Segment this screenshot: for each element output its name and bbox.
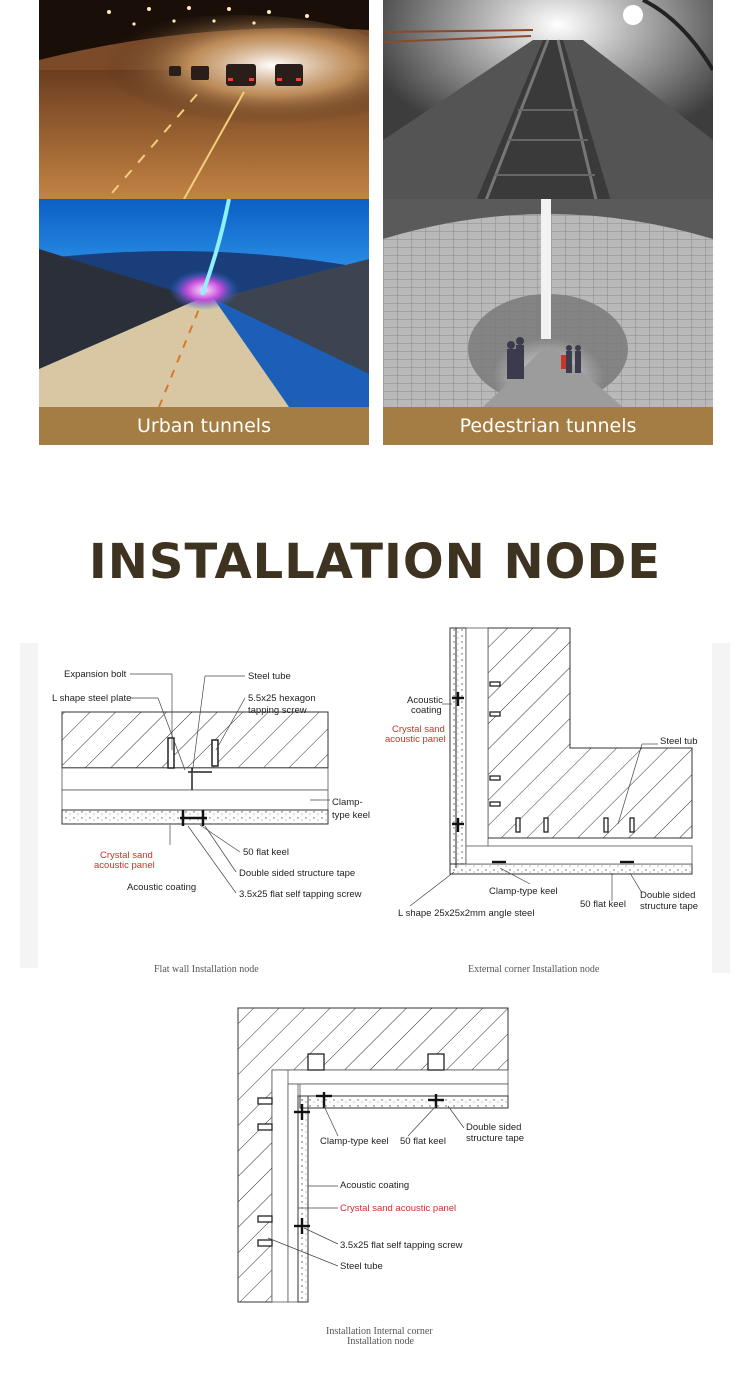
label-tape-line2: structure tape [466,1133,525,1144]
flat-wall-caption: Flat wall Installation node [154,964,259,975]
label-crystal-sand-line2: acoustic panel [385,734,446,745]
tile-pedestrian-tunnels[interactable] [383,199,713,445]
internal-corner-caption: Installation Internal corner [326,1326,433,1337]
label-clamp: Clamp-type keel [489,886,558,897]
external-corner-caption: External corner Installation node [468,964,600,975]
label-tape: Double sided [640,890,696,901]
label-clamp-line2: type keel [332,810,371,821]
label-tape: Double sided [466,1122,522,1133]
label-tape: Double sided structure tape [239,868,356,879]
label-hex-screw: 5.5x25 hexagon [248,693,316,704]
label-clamp: Clamp- [332,797,363,808]
label-acoustic: Acoustic [407,695,443,706]
label-crystal-sand: Crystal sand [100,850,153,861]
diagram-panel-background [20,643,38,968]
railway-tunnel-photo [383,0,713,208]
diagram-panel-background [712,643,730,973]
pedestrian-tunnel-photo [383,199,713,407]
highway-tunnel-photo [39,0,369,208]
internal-corner-diagram [228,1008,528,1352]
tile-urban-tunnels[interactable] [39,199,369,445]
label-hex-screw-line2: tapping screw [248,705,307,716]
label-crystal-sand-line2: acoustic panel [94,860,155,871]
urban-tunnel-photo [39,199,369,407]
flat-wall-diagram [40,660,370,980]
label-angle-steel: L shape 25x25x2mm angle steel [398,908,535,919]
label-steel-tub: Steel tub [660,736,698,747]
label-steel-tube: Steel tube [248,671,291,682]
label-acoustic: Acoustic coating [127,882,197,893]
label-flat-screw: 3.5x25 flat self tapping screw [239,889,362,900]
label-acoustic: Acoustic coating [340,1180,410,1191]
label-steel-tube: Steel tube [340,1261,383,1272]
internal-corner-caption-line2: Installation node [347,1336,414,1347]
tile-caption: Urban tunnels [39,407,369,445]
label-flat-keel: 50 flat keel [580,899,626,910]
section-title: INSTALLATION NODE [88,534,662,590]
external-corner-diagram [380,628,710,980]
label-crystal-sand: Crystal sand [392,724,445,735]
label-acoustic-line2: coating [411,705,442,716]
label-flat-keel: 50 flat keel [243,847,289,858]
label-expansion-bolt: Expansion bolt [64,669,127,680]
tile-caption: Pedestrian tunnels [383,407,713,445]
label-tape-line2: structure tape [640,901,699,912]
label-flat-screw: 3.5x25 flat self tapping screw [340,1240,463,1251]
label-l-shape-plate: L shape steel plate [52,693,132,704]
label-crystal-sand: Crystal sand acoustic panel [340,1203,457,1214]
label-clamp: Clamp-type keel [320,1136,389,1147]
label-flat-keel: 50 flat keel [400,1136,446,1147]
